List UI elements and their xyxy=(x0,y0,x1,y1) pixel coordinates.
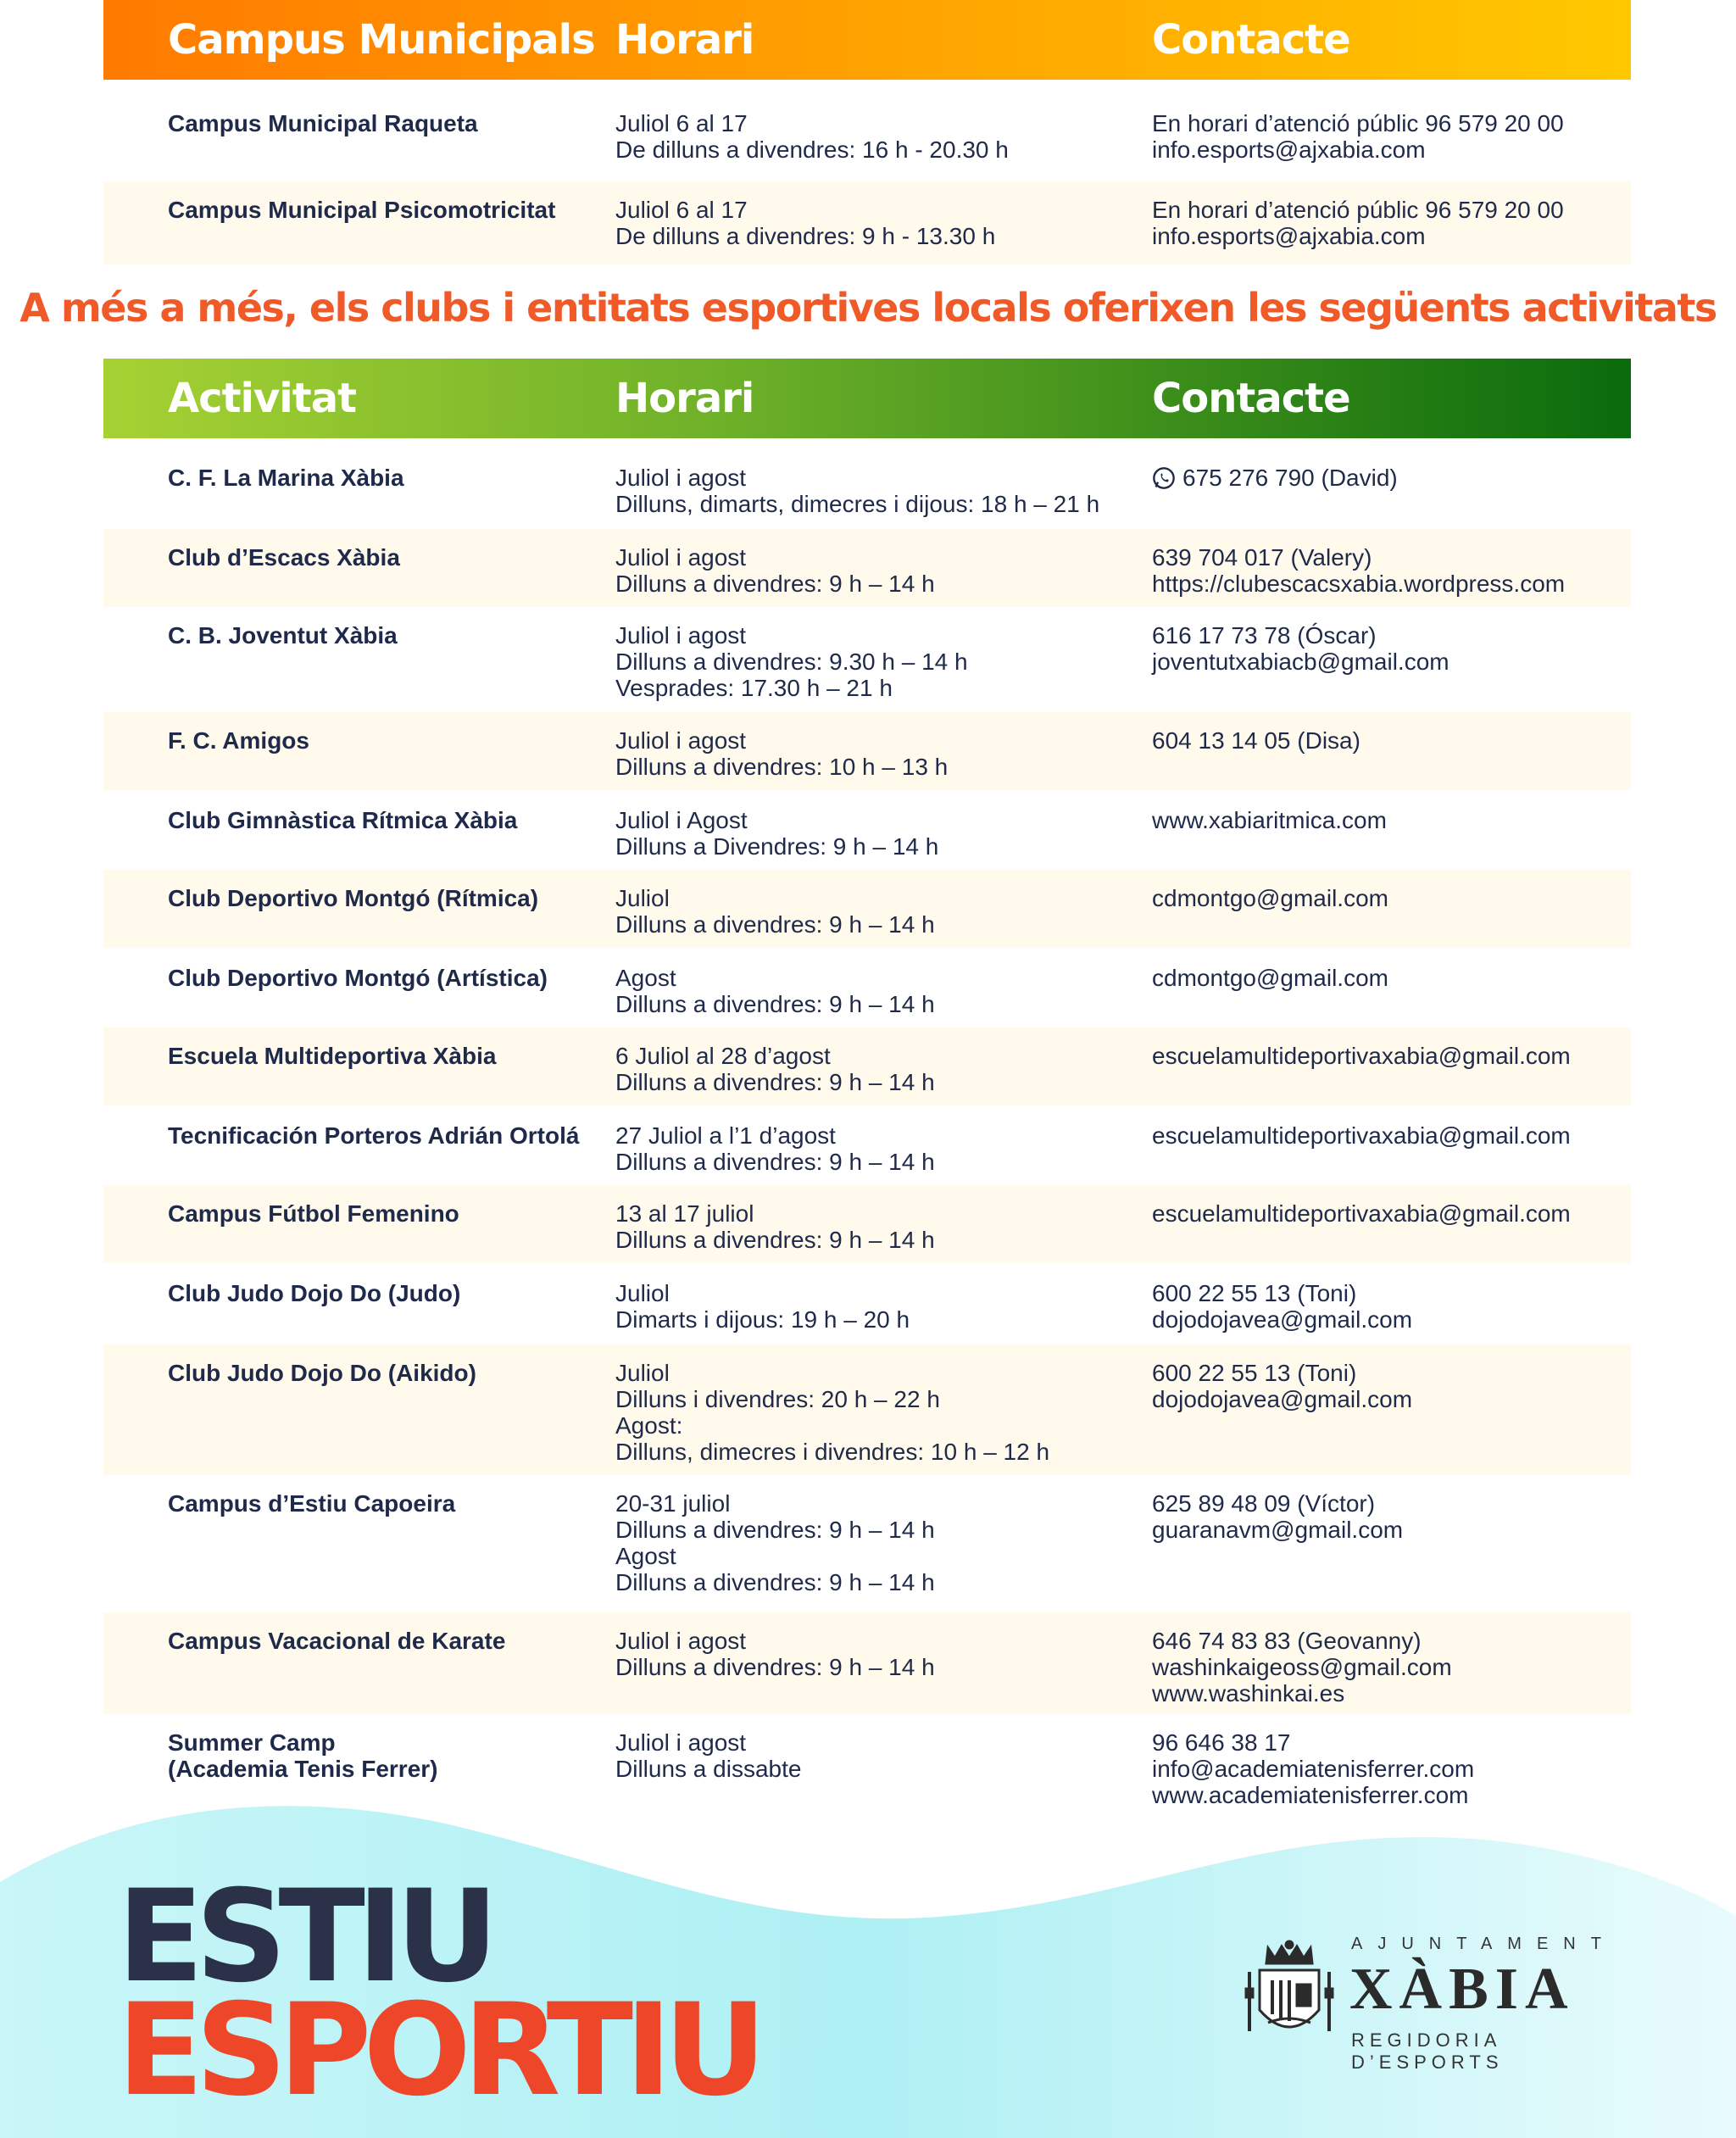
estiu-esportiu-brand xyxy=(117,1863,759,2124)
activity-name-cell xyxy=(168,1200,609,1227)
schedule-line: Dilluns a divendres: 9.30 h – 14 h xyxy=(615,649,968,675)
activity-name-cell xyxy=(168,1280,609,1306)
contact-line: info.esports@ajxabia.com xyxy=(1152,136,1426,163)
schedule-cell xyxy=(615,110,1141,163)
logo-xabia: XÀBIA xyxy=(1349,1957,1575,2022)
table-row xyxy=(103,712,1631,790)
schedule-line: Juliol i agost xyxy=(615,544,747,571)
schedule-cell xyxy=(615,1729,1141,1782)
table-row xyxy=(103,181,1631,264)
activity-name-cell xyxy=(168,1360,609,1386)
activity-name-line: Campus Vacacional de Karate xyxy=(168,1628,506,1654)
table-row xyxy=(103,1475,1631,1611)
table-row xyxy=(103,792,1631,870)
contact-line: 646 74 83 83 (Geovanny) xyxy=(1152,1628,1422,1654)
schedule-line: Dilluns a divendres: 10 h – 13 h xyxy=(615,754,949,780)
activity-name-cell xyxy=(168,465,609,491)
contact-line: www.academiatenisferrer.com xyxy=(1152,1782,1469,1808)
table-row xyxy=(103,949,1631,1027)
schedule-cell xyxy=(615,1490,1141,1595)
header-activitat: Activitat xyxy=(168,375,357,422)
contact-cell xyxy=(1152,622,1627,675)
contact-cell xyxy=(1152,110,1627,163)
schedule-line: 6 Juliol al 28 d’agost xyxy=(615,1043,831,1069)
contact-cell xyxy=(1152,1490,1627,1543)
schedule-line: De dilluns a divendres: 9 h - 13.30 h xyxy=(615,223,996,249)
schedule-cell xyxy=(615,1122,1141,1175)
activity-name-line: Campus Fútbol Femenino xyxy=(168,1200,459,1227)
schedule-line: Dimarts i dijous: 19 h – 20 h xyxy=(615,1306,910,1333)
contact-line: escuelamultideportivaxabia@gmail.com xyxy=(1152,1200,1571,1227)
activity-name-line: Club d’Escacs Xàbia xyxy=(168,544,400,571)
contact-line: 600 22 55 13 (Toni) xyxy=(1152,1280,1357,1306)
activity-name-cell xyxy=(168,1729,609,1782)
logo-ajuntament: AJUNTAMENT xyxy=(1351,1935,1616,1953)
schedule-line: Dilluns a divendres: 9 h – 14 h xyxy=(615,571,935,597)
activity-name-cell xyxy=(168,110,609,136)
activity-name-cell xyxy=(168,807,609,833)
schedule-line: Dilluns i divendres: 20 h – 22 h xyxy=(615,1386,940,1412)
schedule-line: Juliol xyxy=(615,885,670,911)
schedule-cell xyxy=(615,885,1141,938)
brand-line-estiu: ESTIU xyxy=(117,1863,491,2011)
schedule-line: Dilluns a Divendres: 9 h – 14 h xyxy=(615,833,939,860)
schedule-line: Juliol i agost xyxy=(615,622,747,649)
activity-name-cell xyxy=(168,1122,609,1149)
activity-name-cell xyxy=(168,885,609,911)
header-contacte: Contacte xyxy=(1152,375,1350,422)
activity-name-line: C. B. Joventut Xàbia xyxy=(168,622,398,649)
contact-cell xyxy=(1152,1360,1627,1412)
contact-line: joventutxabiacb@gmail.com xyxy=(1152,649,1449,675)
contact-line: www.washinkai.es xyxy=(1152,1680,1345,1707)
table-row xyxy=(103,607,1631,712)
activity-name-line: Escuela Multideportiva Xàbia xyxy=(168,1043,497,1069)
contact-cell xyxy=(1152,885,1627,911)
contact-line xyxy=(1152,465,1627,491)
contact-line: 604 13 14 05 (Disa) xyxy=(1152,727,1360,754)
contact-cell xyxy=(1152,1628,1627,1707)
clubs-header-bar xyxy=(103,359,1631,438)
contact-cell xyxy=(1152,1280,1627,1333)
contact-line: En horari d’atenció públic 96 579 20 00 xyxy=(1152,110,1564,136)
schedule-line: Juliol i agost xyxy=(615,1628,747,1654)
schedule-cell xyxy=(615,197,1141,249)
schedule-cell xyxy=(615,544,1141,597)
table-row xyxy=(103,1107,1631,1185)
schedule-line: Dilluns a divendres: 9 h – 14 h xyxy=(615,991,935,1017)
contact-cell xyxy=(1152,1200,1627,1227)
schedule-line: Dilluns a dissabte xyxy=(615,1756,802,1782)
table-row xyxy=(103,529,1631,607)
activity-name-line: Club Judo Dojo Do (Judo) xyxy=(168,1280,461,1306)
activity-name-cell xyxy=(168,965,609,991)
activity-name-cell xyxy=(168,727,609,754)
table-row xyxy=(103,870,1631,948)
schedule-cell xyxy=(615,727,1141,780)
contact-line: 639 704 017 (Valery) xyxy=(1152,544,1372,571)
schedule-line: Agost xyxy=(615,965,676,991)
ajuntament-xabia-logo xyxy=(1243,1935,1616,2073)
table-row xyxy=(103,1265,1631,1343)
header-contacte: Contacte xyxy=(1152,16,1350,64)
activity-name-cell xyxy=(168,197,609,223)
contact-line: guaranavm@gmail.com xyxy=(1152,1517,1404,1543)
schedule-line: Juliol xyxy=(615,1360,670,1386)
municipal-header-bar xyxy=(103,0,1631,80)
table-row xyxy=(103,1185,1631,1263)
activity-name-line: Campus d’Estiu Capoeira xyxy=(168,1490,456,1517)
schedule-line: Juliol i Agost xyxy=(615,807,748,833)
activity-name-line: Campus Municipal Psicomotricitat xyxy=(168,197,556,223)
activity-name-cell xyxy=(168,1490,609,1517)
table-row xyxy=(103,1027,1631,1105)
activity-name-line: Club Gimnàstica Rítmica Xàbia xyxy=(168,807,518,833)
schedule-line: Juliol i agost xyxy=(615,1729,747,1756)
contact-line: En horari d’atenció públic 96 579 20 00 xyxy=(1152,197,1564,223)
activity-name-line: Tecnificación Porteros Adrián Ortolá xyxy=(168,1122,580,1149)
contact-line: escuelamultideportivaxabia@gmail.com xyxy=(1152,1122,1571,1149)
activity-name-cell xyxy=(168,1628,609,1654)
contact-line: 616 17 73 78 (Óscar) xyxy=(1152,622,1377,649)
tagline: A més a més, els clubs i entitats esportives locals oferixen les següents activitats xyxy=(19,285,1717,331)
activity-name-cell xyxy=(168,622,609,649)
contact-line: escuelamultideportivaxabia@gmail.com xyxy=(1152,1043,1571,1069)
activity-name-line: Campus Municipal Raqueta xyxy=(168,110,478,136)
activity-name-line: Summer Camp xyxy=(168,1729,336,1756)
activity-name-line: Club Deportivo Montgó (Artística) xyxy=(168,965,548,991)
schedule-line: Juliol i agost xyxy=(615,727,747,754)
schedule-cell xyxy=(615,465,1141,517)
contact-text: 675 276 790 (David) xyxy=(1182,465,1398,491)
contact-line: cdmontgo@gmail.com xyxy=(1152,885,1388,911)
schedule-line: Dilluns a divendres: 9 h – 14 h xyxy=(615,1517,935,1543)
activity-name-line: F. C. Amigos xyxy=(168,727,309,754)
contact-line: washinkaigeoss@gmail.com xyxy=(1152,1654,1452,1680)
contact-cell xyxy=(1152,465,1627,491)
contact-line: info@academiatenisferrer.com xyxy=(1152,1756,1475,1782)
schedule-line: 27 Juliol a l’1 d’agost xyxy=(615,1122,836,1149)
logo-regidoria: REGIDORIA D’ESPORTS xyxy=(1351,2029,1504,2073)
contact-cell xyxy=(1152,727,1627,754)
contact-cell xyxy=(1152,807,1627,833)
schedule-line: Dilluns a divendres: 9 h – 14 h xyxy=(615,1654,935,1680)
schedule-line: Juliol xyxy=(615,1280,670,1306)
schedule-line: Juliol i agost xyxy=(615,465,747,491)
activity-name-line: Club Judo Dojo Do (Aikido) xyxy=(168,1360,476,1386)
table-row xyxy=(103,95,1631,176)
contact-line: 96 646 38 17 xyxy=(1152,1729,1291,1756)
contact-line: 625 89 48 09 (Víctor) xyxy=(1152,1490,1376,1517)
schedule-cell xyxy=(615,1360,1141,1465)
schedule-cell xyxy=(615,965,1141,1017)
activity-name-line: Club Deportivo Montgó (Rítmica) xyxy=(168,885,539,911)
schedule-line: Dilluns, dimecres i divendres: 10 h – 12 h xyxy=(615,1439,1050,1465)
activity-name-line: (Academia Tenis Ferrer) xyxy=(168,1756,438,1782)
schedule-line: 13 al 17 juliol xyxy=(615,1200,754,1227)
whatsapp-icon xyxy=(1152,466,1176,490)
contact-cell xyxy=(1152,1122,1627,1149)
schedule-line: Dilluns a divendres: 9 h – 14 h xyxy=(615,911,935,938)
schedule-line: Juliol 6 al 17 xyxy=(615,110,748,136)
contact-line: info.esports@ajxabia.com xyxy=(1152,223,1426,249)
contact-cell xyxy=(1152,1043,1627,1069)
schedule-cell xyxy=(615,1280,1141,1333)
schedule-line: 20-31 juliol xyxy=(615,1490,731,1517)
schedule-cell xyxy=(615,1628,1141,1680)
schedule-cell xyxy=(615,622,1141,701)
header-horari: Horari xyxy=(615,375,754,422)
contact-line: cdmontgo@gmail.com xyxy=(1152,965,1388,991)
contact-cell xyxy=(1152,197,1627,249)
coat-of-arms-icon xyxy=(1243,1938,1336,2048)
schedule-line: Dilluns a divendres: 9 h – 14 h xyxy=(615,1569,935,1595)
schedule-line: Dilluns a divendres: 9 h – 14 h xyxy=(615,1149,935,1175)
schedule-line: Dilluns, dimarts, dimecres i dijous: 18 h – 21 h xyxy=(615,491,1100,517)
schedule-line: Juliol 6 al 17 xyxy=(615,197,748,223)
contact-line: www.xabiaritmica.com xyxy=(1152,807,1387,833)
contact-line: dojodojavea@gmail.com xyxy=(1152,1386,1413,1412)
schedule-line: Agost: xyxy=(615,1412,683,1439)
schedule-cell xyxy=(615,1043,1141,1095)
schedule-line: Vesprades: 17.30 h – 21 h xyxy=(615,675,893,701)
header-campus-municipals: Campus Municipals xyxy=(168,16,595,64)
schedule-cell xyxy=(615,807,1141,860)
contact-cell xyxy=(1152,965,1627,991)
activity-name-line: C. F. La Marina Xàbia xyxy=(168,465,404,491)
header-horari: Horari xyxy=(615,16,754,64)
contact-line: 600 22 55 13 (Toni) xyxy=(1152,1360,1357,1386)
table-row xyxy=(103,449,1631,527)
contact-line: dojodojavea@gmail.com xyxy=(1152,1306,1413,1333)
schedule-line: De dilluns a divendres: 16 h - 20.30 h xyxy=(615,136,1009,163)
brand-line-esportiu: ESPORTIU xyxy=(117,1977,759,2124)
contact-cell xyxy=(1152,544,1627,597)
schedule-line: Agost xyxy=(615,1543,676,1569)
contact-line: https://clubescacsxabia.wordpress.com xyxy=(1152,571,1566,597)
schedule-cell xyxy=(615,1200,1141,1253)
schedule-line: Dilluns a divendres: 9 h – 14 h xyxy=(615,1227,935,1253)
table-row xyxy=(103,1612,1631,1714)
activity-name-cell xyxy=(168,1043,609,1069)
table-row xyxy=(103,1345,1631,1475)
schedule-line: Dilluns a divendres: 9 h – 14 h xyxy=(615,1069,935,1095)
activity-name-cell xyxy=(168,544,609,571)
